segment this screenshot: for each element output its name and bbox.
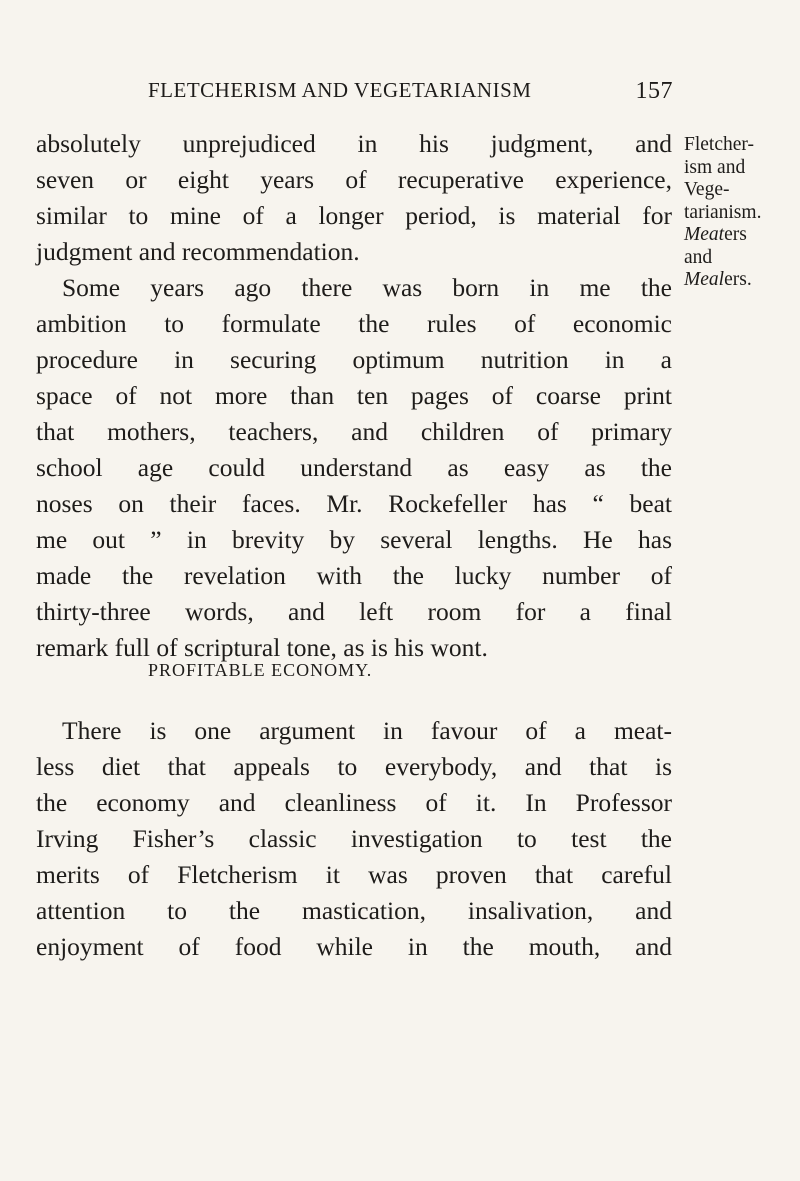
margin-note-rest: Fletcher-: [684, 134, 754, 155]
running-head-title: FLETCHERISM AND VEGETARIANISM: [148, 78, 532, 102]
margin-note-rest: and: [684, 246, 713, 268]
margin-note-rest: tarianism.: [684, 201, 762, 223]
text-line: seven or eight years of recuperative experience,: [36, 165, 672, 194]
margin-note-line: [684, 202, 800, 225]
margin-note-line: [684, 134, 800, 157]
text-line: enjoyment of food while in the mouth, and: [36, 932, 672, 961]
text-line: procedure in securing optimum nutrition in a: [36, 345, 672, 374]
section-heading: PROFITABLE ECONOMY.: [148, 660, 373, 680]
text-line: school age could understand as easy as the: [36, 453, 672, 482]
text-line: space of not more than ten pages of coarse print: [36, 381, 672, 410]
text-line: me out ” in brevity by several lengths. He has: [36, 525, 672, 554]
margin-note: [684, 134, 800, 292]
text-line: There is one argument in favour of a meat-: [62, 716, 672, 745]
text-line: the economy and cleanliness of it. In Professor: [36, 788, 672, 817]
margin-note-line: [684, 157, 800, 180]
text-line: noses on their faces. Mr. Rockefeller has “ beat: [36, 489, 672, 518]
text-line: judgment and recommendation.: [36, 237, 360, 266]
margin-note-italic: Meat: [684, 224, 725, 245]
text-line: absolutely unprejudiced in his judgment, and: [36, 129, 672, 158]
text-line: attention to the mastication, insalivation, and: [36, 896, 672, 925]
text-line: remark full of scriptural tone, as is his wont.: [36, 633, 488, 662]
text-line: less diet that appeals to everybody, and that is: [36, 752, 672, 781]
text-line: Irving Fisher’s classic investigation to test the: [36, 824, 672, 853]
margin-note-line: [684, 247, 800, 270]
text-line: merits of Fletcherism it was proven that careful: [36, 860, 672, 889]
margin-note-line: [684, 179, 800, 202]
margin-note-line: [684, 269, 800, 292]
margin-note-rest: ers: [724, 224, 747, 245]
margin-note-rest: ers.: [724, 269, 752, 290]
body-text-lower: [36, 713, 672, 965]
margin-note-rest: Vege-: [684, 179, 730, 200]
margin-note-line: [684, 224, 800, 247]
text-line: that mothers, teachers, and children of primary: [36, 417, 672, 446]
text-line: made the revelation with the lucky number of: [36, 561, 672, 590]
text-line: similar to mine of a longer period, is material for: [36, 201, 672, 230]
page-number: 157: [635, 78, 673, 104]
text-line: ambition to formulate the rules of economic: [36, 309, 672, 338]
text-line: Some years ago there was born in me the: [62, 273, 672, 302]
margin-note-italic: Meal: [684, 269, 725, 290]
text-line: thirty-three words, and left room for a final: [36, 597, 672, 626]
body-text-upper: [36, 126, 672, 666]
running-head: [148, 78, 673, 108]
margin-note-rest: ism and: [684, 156, 746, 178]
